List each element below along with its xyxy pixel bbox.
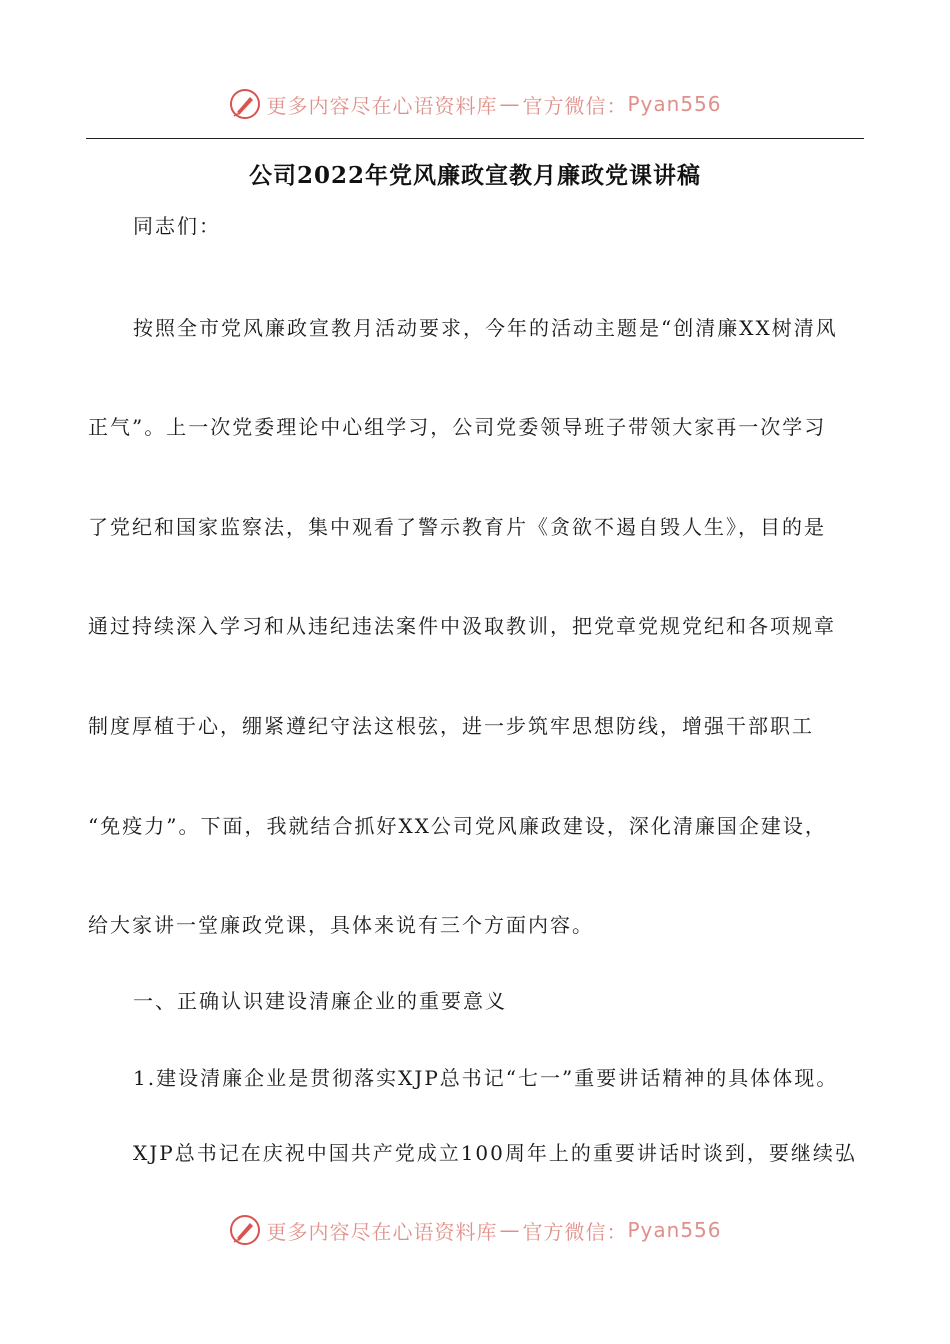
paragraph-line: XJP总书记在庆祝中国共产党成立100周年上的重要讲话时谈到，要继续弘 xyxy=(133,1141,857,1165)
document-title: 公司2022年党风廉政宣教月廉政党课讲稿 xyxy=(248,162,701,189)
footer-watermark xyxy=(0,1212,950,1248)
pen-logo-icon xyxy=(228,87,262,121)
paragraph-line: 正气”。上一次党委理论中心组学习，公司党委领导班子带领大家再一次学习 xyxy=(88,415,827,439)
salutation: 同志们： xyxy=(133,214,221,238)
header-divider xyxy=(86,138,864,139)
header-watermark xyxy=(0,86,950,122)
section-heading: 一、正确认识建设清廉企业的重要意义 xyxy=(133,989,507,1013)
paragraph-line: 通过持续深入学习和从违纪违法案件中汲取教训，把党章党规党纪和各项规章 xyxy=(88,614,836,638)
watermark-contact-id: Pyan556 xyxy=(627,92,722,116)
paragraph-line: 按照全市党风廉政宣教月活动要求，今年的活动主题是“创清廉XX树清风 xyxy=(133,316,838,340)
paragraph-line: 了党纪和国家监察法，集中观看了警示教育片《贪欲不遏自毁人生》，目的是 xyxy=(88,515,826,539)
paragraph-line: 制度厚植于心，绷紧遵纪守法这根弦，进一步筑牢思想防线，增强干部职工 xyxy=(88,714,814,738)
watermark-dash: — xyxy=(499,92,521,116)
watermark-dash: — xyxy=(499,1218,521,1242)
subsection-heading: 1.建设清廉企业是贯彻落实XJP总书记“七一”重要讲话精神的具体体现。 xyxy=(133,1066,839,1090)
watermark-contact-label: 官方微信： xyxy=(522,93,628,118)
pen-logo-icon xyxy=(228,1213,262,1247)
watermark-site: 更多内容尽在心语资料库 xyxy=(266,1219,498,1244)
paragraph-line: 给大家讲一堂廉政党课，具体来说有三个方面内容。 xyxy=(88,913,594,937)
paragraph-line: “免疫力”。下面，我就结合抓好XX公司党风廉政建设，深化清廉国企建设， xyxy=(88,814,827,838)
watermark-contact-id: Pyan556 xyxy=(627,1218,722,1242)
watermark-contact-label: 官方微信： xyxy=(522,1219,628,1244)
watermark-site: 更多内容尽在心语资料库 xyxy=(266,93,498,118)
